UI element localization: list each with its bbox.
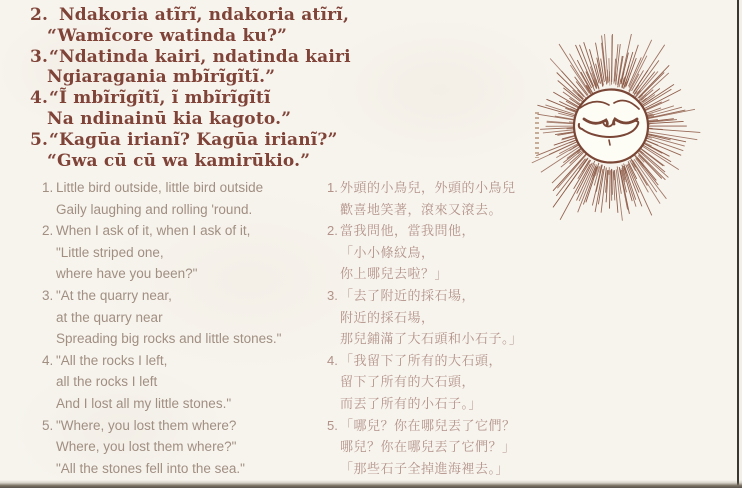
verse-number: 1. — [42, 180, 54, 195]
lyric-line — [30, 47, 510, 68]
lyric-line — [327, 350, 562, 372]
lyric-text: “Kagūa irianĩ? Kagūa irianĩ?” — [49, 129, 338, 150]
verse — [327, 285, 562, 350]
chin-mark — [609, 140, 610, 145]
lyric-line — [327, 285, 562, 307]
verse — [30, 5, 510, 47]
lyric-line: 留下了所有的大石頭， — [340, 374, 476, 390]
verse — [30, 88, 510, 130]
page-edge-bottom — [0, 480, 742, 488]
lyric-text: 當我問他，當我問他， — [340, 223, 476, 239]
verse — [42, 415, 332, 480]
sun-ray — [647, 129, 700, 133]
lyric-line: And I lost all my little stones." — [56, 395, 232, 411]
lyric-line: Spreading big rocks and little stones." — [56, 331, 282, 347]
lyric-line: “Wamĩcore watinda ku?” — [47, 25, 288, 46]
lyric-text: 外頭的小鳥兒，外頭的小鳥兒 — [340, 180, 516, 195]
lyric-line: Ngiaragania mbĩrĩgĩtĩ.” — [47, 67, 276, 88]
sun-ray — [607, 77, 608, 84]
lyric-line — [30, 130, 510, 151]
verse-number: 3. — [327, 287, 338, 303]
verse-number: 2. — [42, 223, 54, 239]
verse-number: 5. — [30, 129, 49, 150]
lyric-line — [327, 415, 562, 437]
lyric-line — [42, 285, 332, 307]
lyric-line: at the quarry near — [56, 309, 163, 325]
verse — [42, 350, 332, 415]
lyric-line: 哪兒？你在哪兒丟了它們？」 — [340, 439, 516, 455]
verse — [42, 220, 332, 285]
verse — [42, 285, 332, 350]
lyric-line: 歡喜地笑著，滾來又滾去。 — [340, 201, 503, 217]
lyric-line: where have you been?" — [56, 266, 198, 282]
lyric-line: 附近的採石場， — [340, 309, 435, 325]
verse-number: 4. — [327, 352, 338, 368]
english-translation-column — [42, 177, 332, 479]
kikuyu-lyrics-block — [30, 5, 510, 171]
sun-ray — [629, 40, 652, 88]
sun-ray — [610, 170, 611, 208]
sun-ray — [644, 102, 662, 111]
lyric-line: Gaily laughing and rolling 'round. — [56, 201, 253, 217]
lyric-text: "At the quarry near, — [56, 287, 172, 303]
verse-number: 4. — [30, 88, 49, 109]
lyric-line: "Little striped one, — [56, 244, 164, 260]
verse-number: 2. — [327, 223, 338, 239]
lyric-line: 「那些石子全掉進海裡去。」 — [340, 460, 510, 476]
verse — [327, 350, 562, 415]
lyric-text: Little bird outside, little bird outside — [56, 180, 264, 195]
lyric-line: 而丟了所有的小石子。」 — [340, 395, 483, 411]
verse-number: 3. — [30, 46, 49, 67]
lyric-line — [42, 350, 332, 372]
lyric-line — [30, 5, 510, 26]
lyric-line — [42, 220, 332, 242]
lyric-text: 「哪兒？你在哪兒丟了它們？ — [340, 417, 516, 433]
lyric-text: 「我留下了所有的大石頭， — [340, 352, 503, 368]
lyric-line: all the rocks I left — [56, 374, 158, 390]
verse-number: 1. — [327, 180, 338, 195]
verse — [42, 177, 332, 220]
sun-ray — [609, 71, 610, 86]
verse — [30, 130, 510, 172]
verse-number: 5. — [42, 417, 54, 433]
lyric-line — [42, 415, 332, 437]
lyric-line: "All the stones fell into the sea." — [56, 460, 245, 476]
verse — [327, 415, 562, 480]
lyric-line: 「小小條紋鳥， — [340, 244, 435, 260]
lyric-text: "Where, you lost them where? — [56, 417, 237, 433]
sun-ray — [614, 170, 615, 180]
lyric-line — [30, 88, 510, 109]
tiny-vertical-caption-mark — [535, 112, 539, 158]
lyric-text: 「去了附近的採石場， — [340, 287, 476, 303]
verse-number: 2. — [30, 5, 49, 25]
lyric-text: When I ask of it, when I ask of it, — [56, 223, 251, 239]
verse-number: 5. — [327, 417, 338, 433]
lyric-line: 那兒鋪滿了大石頭和小石子。」 — [340, 331, 523, 347]
verse-number: 4. — [42, 352, 54, 368]
verse — [30, 47, 510, 89]
lyric-text: “Ndatinda kairi, ndatinda kairi — [49, 46, 351, 67]
lyric-line: Where, you lost them where?" — [56, 439, 237, 455]
lyric-text: "All the rocks I left, — [56, 352, 168, 368]
smiling-sun-icon — [525, 34, 705, 230]
lyric-text: Ndakoria atĩrĩ, ndakoria atĩrĩ, — [59, 5, 350, 25]
sun-illustration — [525, 34, 705, 230]
lyric-text: “Ĩ mbĩrĩgĩtĩ, ĩ mbĩrĩgĩtĩ — [49, 88, 271, 109]
lyric-line: “Gwa cū cū wa kamirūkio.” — [47, 150, 311, 171]
verse-number: 3. — [42, 287, 54, 303]
lyric-line: 你上哪兒去啦？」 — [340, 266, 449, 282]
lyric-line: Na ndinainū kia kagoto.” — [47, 108, 292, 129]
lyric-line — [42, 177, 332, 199]
